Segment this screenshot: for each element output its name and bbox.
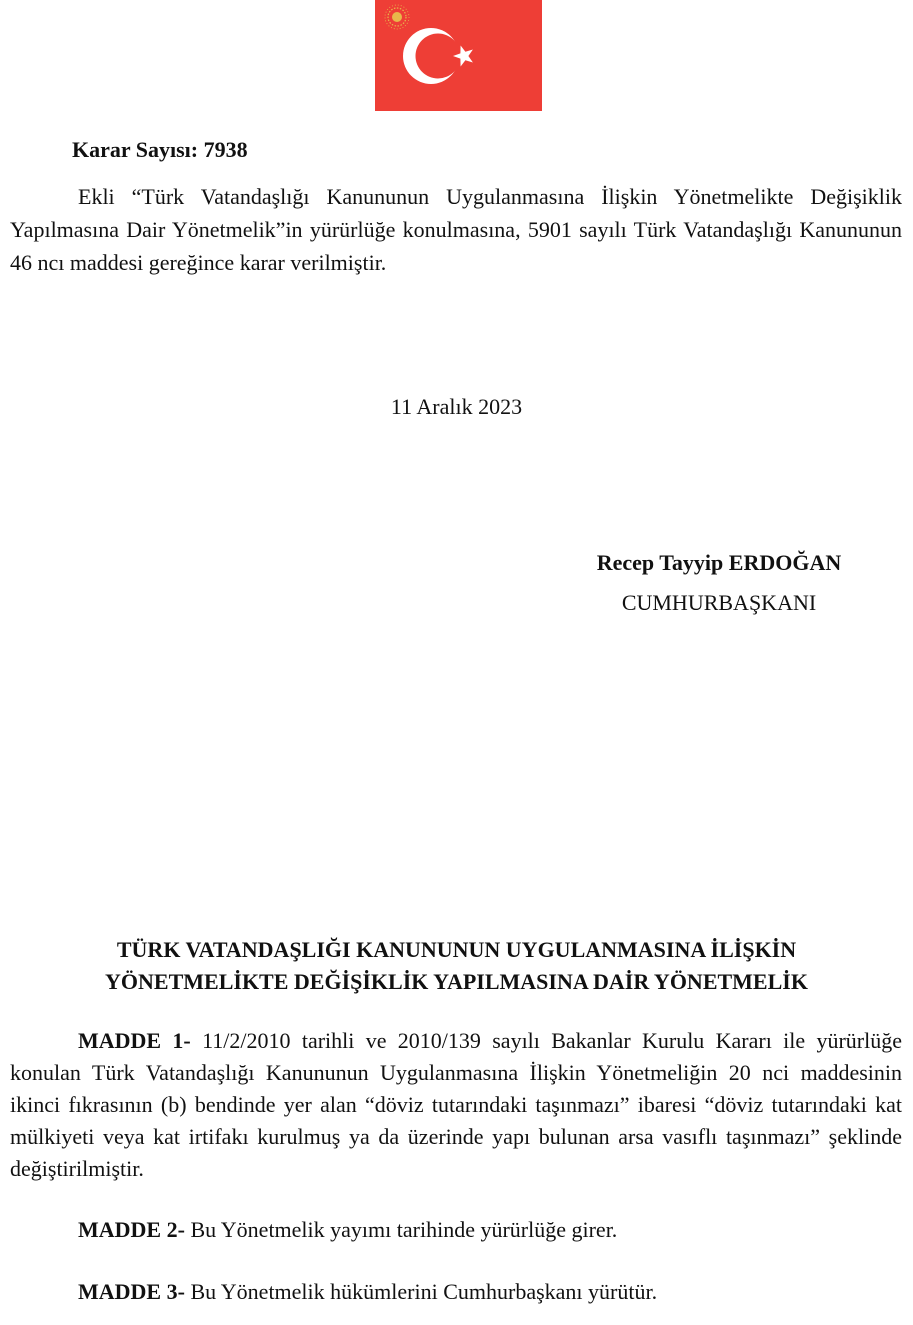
article-1-label: MADDE 1- <box>78 1028 191 1053</box>
decision-date: 11 Aralık 2023 <box>390 394 523 419</box>
article-3 <box>10 1276 902 1308</box>
article-2 <box>10 1214 902 1246</box>
turkish-flag-icon <box>375 0 542 111</box>
decision-number: Karar Sayısı: 7938 <box>72 137 248 162</box>
turkish-flag-emblem <box>375 0 542 111</box>
article-3-label: MADDE 3- <box>78 1279 185 1304</box>
signatory-title: CUMHURBAŞKANI <box>621 590 817 615</box>
article-3-text: Bu Yönetmelik hükümlerini Cumhurbaşkanı yürütür. <box>184 1279 658 1304</box>
regulation-title-line-2: YÖNETMELİKTE DEĞİŞİKLİK YAPILMASINA DAİR YÖNETMELİK <box>105 969 808 994</box>
decision-intro-paragraph: Ekli “Türk Vatandaşlığı Kanununun Uygulanmasına İlişkin Yönetmelikte Değişiklik Yapılmasına Dair Yönetmelik”in yürürlüğe konulmasına, 5901 sayılı Türk Vatandaşlığı Kanununun 46 ncı maddesi gereğince karar verilmiştir. <box>10 184 902 275</box>
article-2-text: Bu Yönetmelik yayımı tarihinde yürürlüğe girer. <box>184 1217 618 1242</box>
regulation-title-line-1: TÜRK VATANDAŞLIĞI KANUNUNUN UYGULANMASINA İLİŞKİN <box>116 937 797 962</box>
article-1-text: 11/2/2010 tarihli ve 2010/139 sayılı Bakanlar Kurulu Kararı ile yürürlüğe konulan Türk Vatandaşlığı Kanununun Uygulanmasına İlişkin Yönetmeliğin 20 nci maddesinin ikinci fıkrasının (b) bendinde yer alan “döviz tutarındaki taşınmazı” ibaresi “döviz tutarındaki kat mülkiyeti veya kat irtifakı kurulmuş ya da üzerinde yapı bulunan arsa vasıflı taşınmazı” şeklinde değiştirilmiştir. <box>10 1028 902 1181</box>
regulation-title <box>0 934 913 998</box>
signatory-name: Recep Tayyip ERDOĞAN <box>596 550 842 575</box>
article-1 <box>10 1025 902 1185</box>
article-2-label: MADDE 2- <box>78 1217 185 1242</box>
